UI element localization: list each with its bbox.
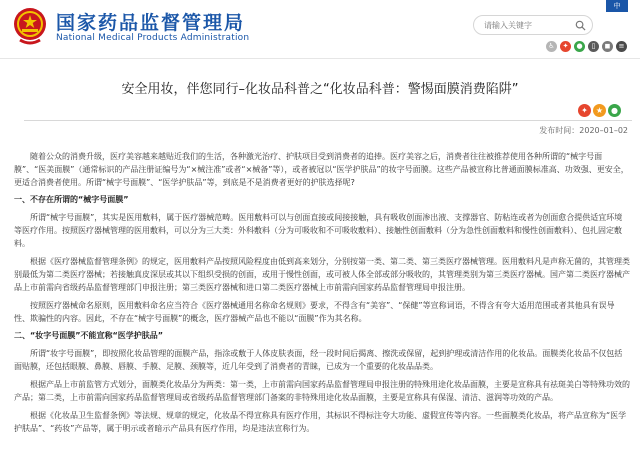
share-qzone-icon[interactable]: ★ bbox=[593, 104, 606, 117]
section-heading: 一、不存在所谓的“械字号面膜” bbox=[14, 195, 129, 204]
search-icon[interactable] bbox=[575, 20, 586, 31]
article-paragraph: 所谓“妆字号面膜”，即按照化妆品管理的面膜产品，指涂或敷于人体皮肤表面，经一段时间后揭离、擦洗或保留，起到护理或清洁作用的化妆品。面膜类化妆品不仅包括面贴膜，还包括眼膜、鼻膜、唇膜、手膜、足膜、颈膜等，近几年受到了消费者的青睐，已成为一个重要的化妆品品类。 bbox=[14, 349, 623, 371]
mobile-icon[interactable]: ▯ bbox=[588, 41, 599, 52]
article-paragraph: 根据《化妆品卫生监督条例》等法规、规章的规定，化妆品不得宣称具有医疗作用，其标识不得标注夸大功能、虚假宣传等内容。一些面膜类化妆品，将产品宣称为“医学护肤品”、“药妆”产品等，属于明示或者暗示产品具有医疗作用，均是违法宣称行为。 bbox=[14, 411, 627, 433]
wechat-icon[interactable]: ● bbox=[574, 41, 585, 52]
article-paragraph: 按照医疗器械命名原则，医用敷料命名应当符合《医疗器械通用名称命名规则》要求，不得含有“美容”、“保健”等宣称词语，不得含有夸大适用范围或者其他具有误导性、欺骗性的内容。因此，不存在“械字号面膜”的概念，医疗器械产品也不能以“面膜”作为其名称。 bbox=[14, 301, 615, 323]
lang-switch-tab[interactable]: 中 bbox=[606, 0, 628, 12]
article-paragraph: 随着公众的消费升级，医疗美容越来越贴近我们的生活，各种激光治疗、护肤项目受到消费者的追捧。医疗美容之后，消费者往往被推荐使用各种所谓的“械字号面膜”、“医美面膜”（通常标识的产品注册证编号为“×械注准”或者“×械备”等），或者被冠以“医学护肤品”的妆字号面膜。这些产品被宣称比普通面膜标准高、功效强、更安全，更适合消费者使用。所谓“械字号面膜”、“医学护肤品”等，到底是不是消费者更好的护肤选择呢? bbox=[14, 152, 629, 187]
article-body bbox=[14, 150, 630, 440]
weibo-icon[interactable]: ✦ bbox=[560, 41, 571, 52]
accessibility-icon[interactable]: ♿ bbox=[546, 41, 557, 52]
title-divider bbox=[24, 120, 632, 121]
publish-date: 发布时间：2020–01–02 bbox=[539, 126, 628, 135]
site-name-en: National Medical Products Administration bbox=[56, 33, 250, 43]
national-emblem-icon bbox=[12, 6, 48, 46]
header-share-icons bbox=[546, 41, 627, 52]
app-icon[interactable]: ◼ bbox=[602, 41, 613, 52]
section-heading: 二、“妆字号面膜”不能宣称“医学护肤品” bbox=[14, 331, 164, 340]
share-weibo-icon[interactable]: ✦ bbox=[578, 104, 591, 117]
article-container bbox=[0, 58, 640, 465]
article-paragraph: 所谓“械字号面膜”，其实是医用敷料，属于医疗器械范畴。医用敷料可以与创面直接或间接接触，具有吸收创面渗出液、支撑器官、防粘连或者为创面愈合提供适宜环境等医疗作用。按照医疗器械管理的医用敷料，可以分为三大类：外科敷料（分为可吸收和不可吸收敷料）、接触性创面敷料（分为急性创面敷料和慢性创面敷料）、包扎固定敷料。 bbox=[14, 213, 623, 248]
top-divider bbox=[0, 58, 640, 59]
article-paragraph: 根据《医疗器械监督管理条例》的规定，医用敷料产品按照风险程度由低到高来划分，分别按第一类、第二类、第三类医疗器械管理。医用敷料凡是声称无菌的，其管理类别最低为第二类医疗器械；若接触真皮深层或其以下组织受损的创面，或用于慢性创面，或可被人体全部或部分吸收的，其管理类别为第三类医疗器械。国产第二类医疗器械产品上市前需向省级药品监督管理部门申报注册；第三类医疗器械和进口第二类医疗器械上市前需向国家药品监督管理局申报注册。 bbox=[14, 257, 630, 292]
article-paragraph: 根据产品上市前监管方式划分，面膜类化妆品分为两类：第一类，上市前需向国家药品监督管理局申报注册的特殊用途化妆品面膜，主要是宣称具有祛斑美白等特殊功效的产品；第二类，上市前需向国家药品监督管理局或省级药品监督管理部门备案的非特殊用途化妆品面膜，主要是宣称具有保湿、清洁、滋润等功效的产品。 bbox=[14, 380, 630, 402]
article-share-icons bbox=[578, 104, 621, 117]
rss-icon[interactable]: ≡ bbox=[616, 41, 627, 52]
site-name-cn[interactable]: 国家药品监督管理局 bbox=[56, 12, 246, 34]
search-box bbox=[473, 15, 593, 35]
search-input[interactable] bbox=[484, 18, 572, 32]
site-header bbox=[0, 0, 640, 58]
share-wechat-icon[interactable]: ● bbox=[608, 104, 621, 117]
article-title: 安全用妆，伴您同行–化妆品科普之“化妆品科普：警惕面膜消费陷阱” bbox=[121, 82, 519, 97]
